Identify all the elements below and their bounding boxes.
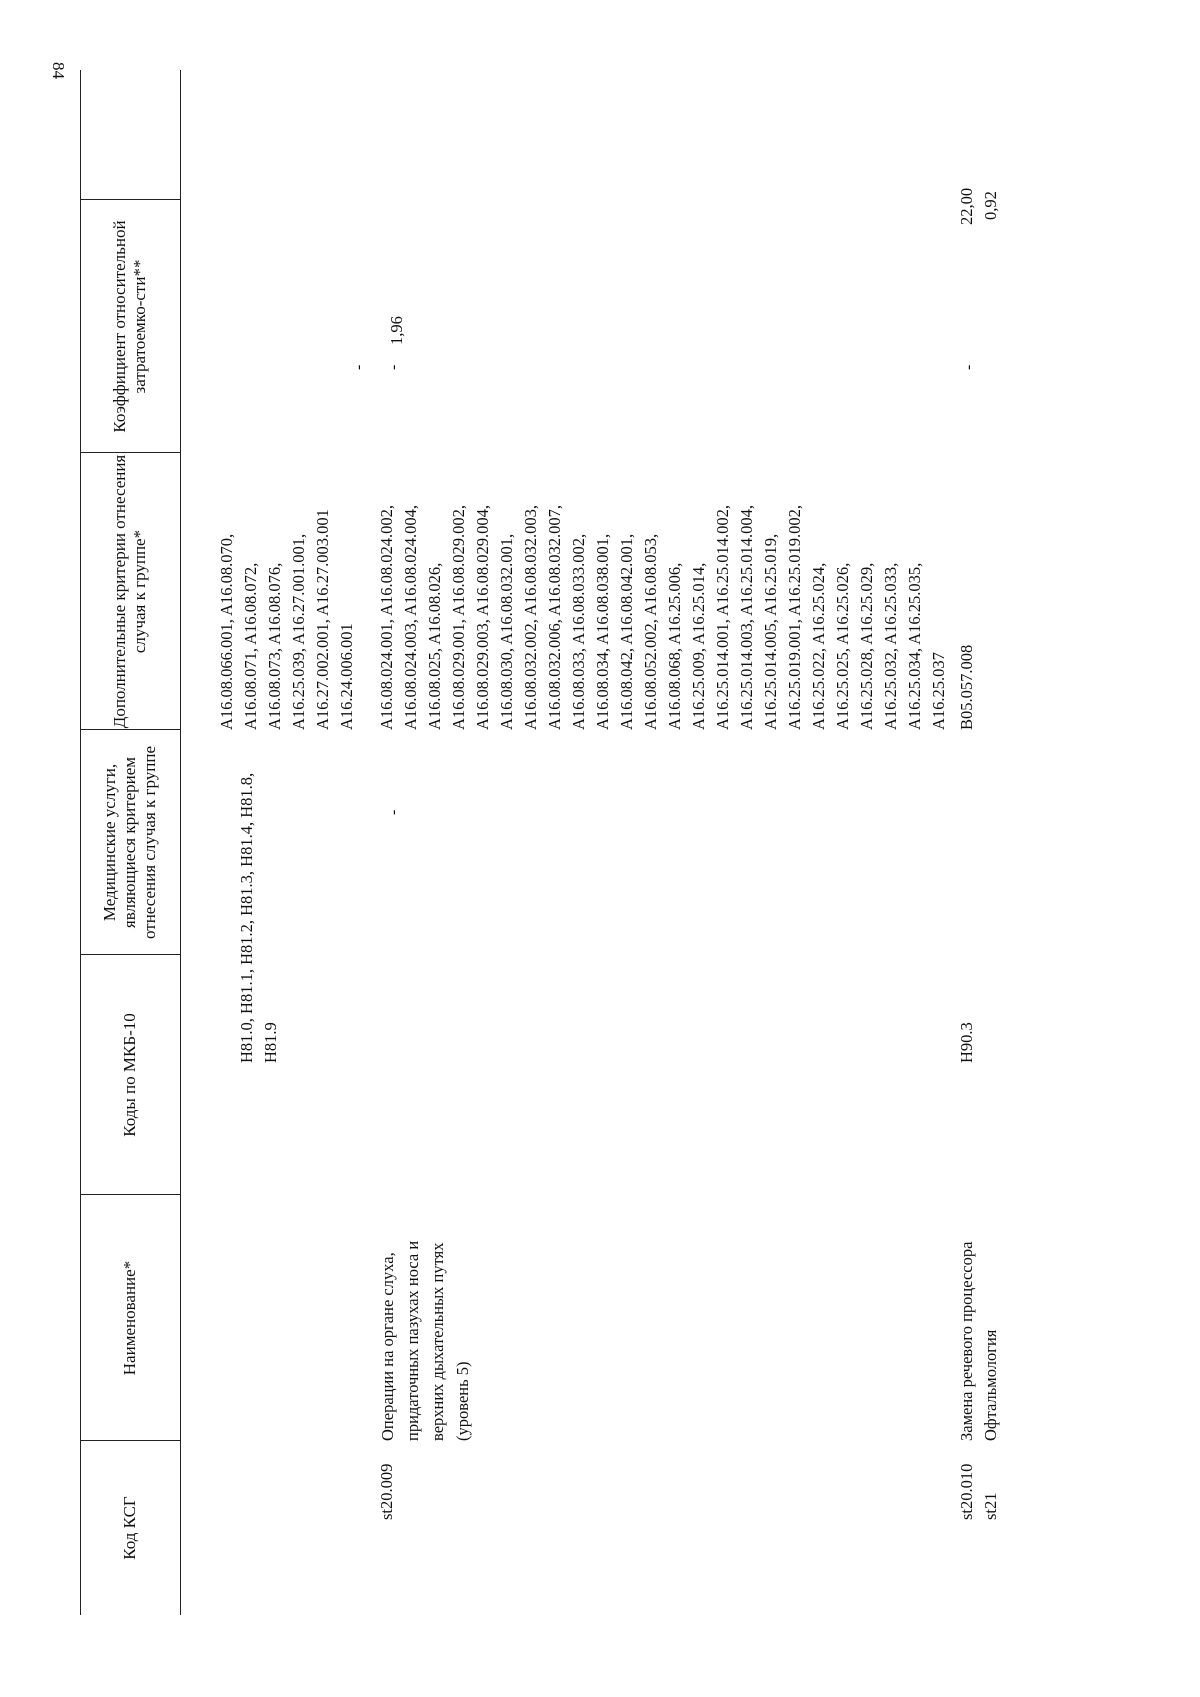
table-cell-coef: 1,96	[387, 316, 406, 345]
table-cell-name: Офтальмология	[981, 1329, 1000, 1441]
table-cell-coef: 0,92	[981, 191, 1000, 220]
table-cell-name: Операции на органе слуха, придаточных пазухах носа и верхних дыхательных путях (уровень 5)	[378, 1240, 472, 1441]
header-icd: Коды по МКБ-10	[120, 1013, 139, 1137]
header-code: Код КСГ	[120, 1496, 139, 1560]
table-cell-services: B05.057.008	[957, 644, 976, 730]
table-cell-name: Замена речевого процессора	[957, 1241, 976, 1441]
table-cell-code: st20.009	[377, 1463, 396, 1520]
header-name: Наименование*	[120, 1260, 139, 1376]
table-cell-coef: 22,00	[957, 187, 976, 225]
page-number: 84	[49, 62, 68, 79]
table-cell-extra: -	[385, 364, 402, 370]
header-services: Медицинские услуги, являющиеся критерием отнесения случая к группе	[100, 745, 159, 940]
ksg-table	[80, 70, 1200, 1615]
table-top-rule	[80, 70, 81, 1615]
header-bottom-rule	[180, 70, 181, 1615]
table-cell-extra: -	[350, 364, 367, 370]
table-cell-icd: -	[385, 809, 402, 815]
table-cell-icd: H81.0, H81.1, H81.2, H81.3, H81.4, H81.8, H81.9	[237, 772, 280, 1063]
header-coef: Коэффициент относительной затратоемко-сти**	[110, 220, 149, 433]
table-cell-extra: -	[960, 364, 977, 370]
table-cell-code: st21	[981, 1492, 1000, 1520]
header-extra: Дополнительные критерии отнесения случая к группе*	[110, 454, 149, 729]
table-cell-code: st20.010	[957, 1463, 976, 1520]
table-cell-services: A16.08.066.001, A16.08.070, A16.08.071, A16.08.072, A16.08.073, A16.08.076, A16.25.039, A16.27.001.001, A16.27.002.001, A16.27.003.001 A16.24.006.001	[217, 509, 356, 730]
table-cell-icd: H90.3	[957, 1022, 976, 1063]
table-cell-services: A16.08.024.001, A16.08.024.002, A16.08.024.003, A16.08.024.004, A16.08.025, A16.08.026, A16.08.029.001, A16.08.029.002, A16.08.029.003, A16.08.029.004, A16.08.030, A16.08.032.001, A16.08.032.002, A16.08.032.003, A16.08.032.006, A16.08.032.007, A16.08.033, A16.08.033.002, A16.08.034, A16.08.038.001, A16.08.042, A16.08.042.001, A16.08.052.002, A16.08.053, A16.08.068, A16.25.006, A16.25.009, A16.25.014, A16.25.014.001, A16.25.014.002, A16.25.014.003, A16.25.014.004, A16.25.014.005, A16.25.019, A16.25.019.001, A16.25.019.002, A16.25.022, A16.25.024, A16.25.025, A16.25.026, A16.25.028, A16.25.029, A16.25.032, A16.25.033, A16.25.034, A16.25.035, A16.25.037	[377, 504, 948, 730]
